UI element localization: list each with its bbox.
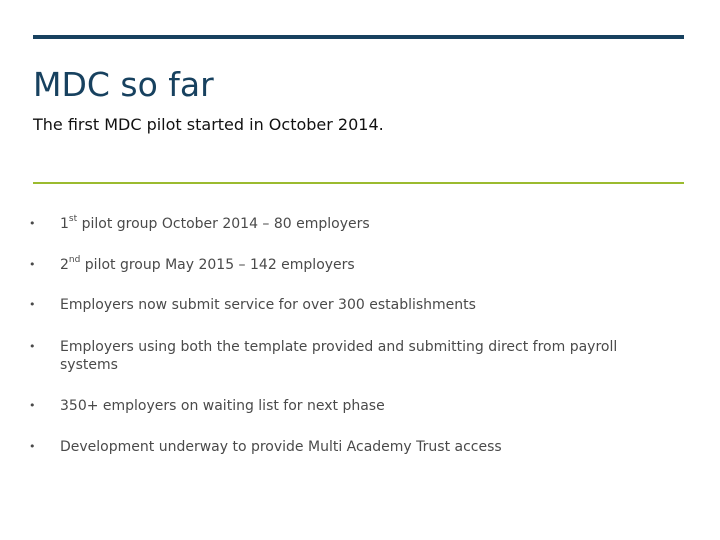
- top-divider: [33, 35, 684, 39]
- bullet-text: Employers now submit service for over 300 establishments: [60, 297, 476, 313]
- bullet-dot: •: [29, 440, 36, 453]
- bullet-dot: •: [29, 258, 36, 271]
- bullet-text: Development underway to provide Multi Academy Trust access: [60, 439, 502, 455]
- slide-title: MDC so far: [33, 65, 214, 104]
- bullet-dot: •: [29, 399, 36, 412]
- bullet-text: Employers using both the template provided and submitting direct from payroll systems: [60, 339, 618, 373]
- bullet-text: 2nd pilot group May 2015 – 142 employers: [60, 255, 355, 273]
- bullet-dot: •: [29, 217, 36, 230]
- bullet-dot: •: [29, 340, 36, 353]
- slide-subtitle: The first MDC pilot started in October 2014.: [33, 115, 384, 134]
- bullet-dot: •: [29, 298, 36, 311]
- bullet-text: 1st pilot group October 2014 – 80 employers: [60, 214, 370, 232]
- bullet-text: 350+ employers on waiting list for next phase: [60, 398, 385, 414]
- accent-divider: [33, 182, 684, 184]
